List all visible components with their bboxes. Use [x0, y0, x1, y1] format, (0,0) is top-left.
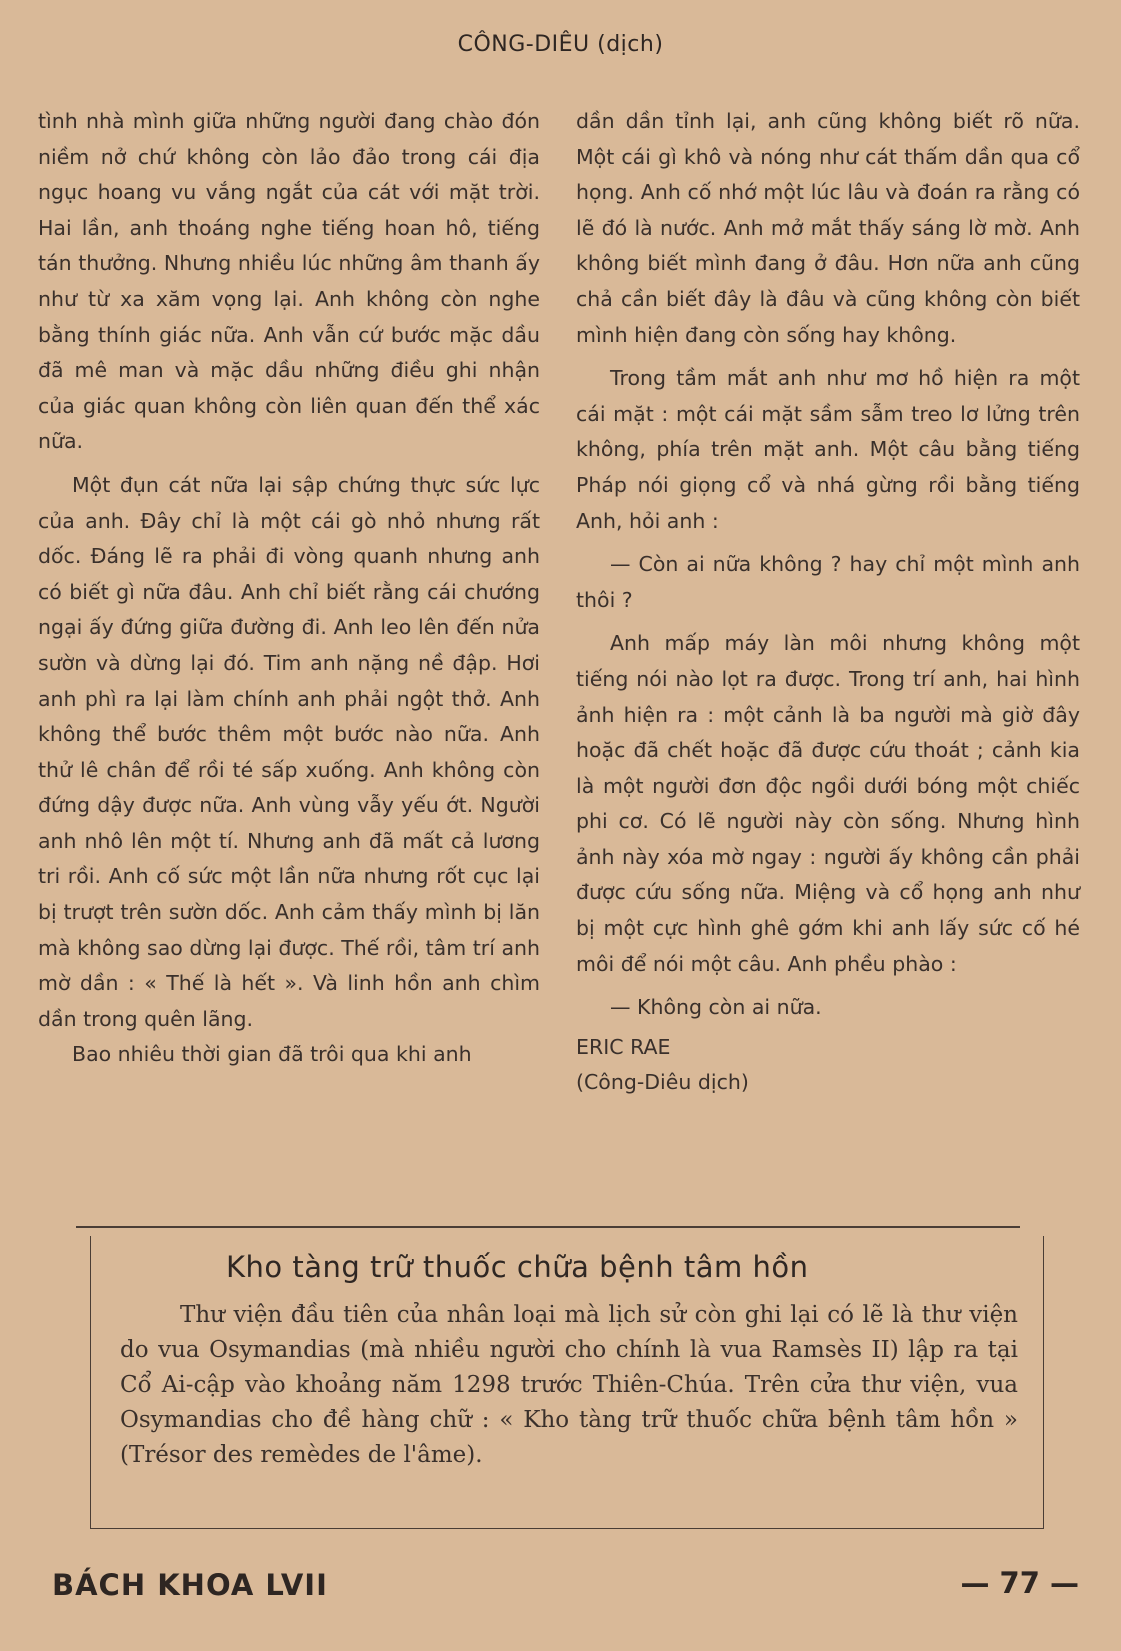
- boxed-note-paragraph: Thư viện đầu tiên của nhân loại mà lịch sử còn ghi lại có lẽ là thư viện do vua Osymandias (mà nhiều người cho chính là vua Ramsès II) lập ra tại Cổ Ai-cập vào khoảng năm 1298 trước Thiên-Chúa. Trên cửa thư viện, vua Osymandias cho đề hàng chữ : « Kho tàng trữ thuốc chữa bệnh tâm hồn » (Trésor des remèdes de l'âme).: [120, 1302, 1018, 1468]
- running-title: CÔNG-DIÊU (dịch): [457, 32, 664, 57]
- right-dialogue-1: — Còn ai nữa không ? hay chỉ một mình anh thôi ?: [576, 552, 1080, 612]
- left-paragraph-1: tình nhà mình giữa những người đang chào đón niềm nở chứ không còn lảo đảo trong cái địa ngục hoang vu vắng ngắt của cát với mặt trời. Hai lần, anh thoáng nghe tiếng hoan hô, tiếng tán thưởng. Nhưng nhiều lúc những âm thanh ấy như từ xa xăm vọng lại. Anh không còn nghe bằng thính giác nữa. Anh vẫn cứ bước mặc dầu đã mê man và mặc dầu những điều ghi nhận của giác quan không còn liên quan đến thể xác nữa.: [38, 109, 540, 454]
- left-paragraph-2: Một đụn cát nữa lại sập chứng thực sức lực của anh. Đây chỉ là một cái gò nhỏ nhưng rất dốc. Đáng lẽ ra phải đi vòng quanh nhưng anh có biết gì nữa đâu. Anh chỉ biết rằng cái chướng ngại ấy đứng giữa đường đi. Anh leo lên đến nửa sườn và dừng lại đó. Tim anh nặng nề đập. Hơi anh phì ra lại làm chính anh phải ngột thở. Anh không thể bước thêm một bước nào nữa. Anh thử lê chân để rồi té sấp xuống. Anh không còn đứng dậy được nữa. Anh vùng vẫy yếu ớt. Người anh nhô lên một tí. Nhưng anh đã mất cả lương tri rồi. Anh cố sức một lần nữa nhưng rốt cục lại bị trượt trên sườn dốc. Anh cảm thấy mình bị lăn mà không sao dừng lại được. Thế rồi, tâm trí anh mờ dần : « Thế là hết ». Và linh hồn anh chìm dần trong quên lãng.: [38, 472, 540, 1031]
- box-bottom-rule: [90, 1528, 1044, 1529]
- boxed-note-body: [120, 1298, 1018, 1473]
- left-paragraph-3: Bao nhiêu thời gian đã trôi qua khi anh: [72, 1042, 472, 1067]
- box-top-rule: [76, 1226, 1020, 1228]
- right-paragraph-1: dần dần tỉnh lại, anh cũng không biết rõ nữa. Một cái gì khô và nóng như cát thấm dần qua cổ họng. Anh cố nhớ một lúc lâu và đoán ra rằng có lẽ đó là nước. Anh mở mắt thấy sáng lờ mờ. Anh không biết mình đang ở đâu. Hơn nữa anh cũng chả cần biết đây là đâu và cũng không còn biết mình hiện đang còn sống hay không.: [576, 109, 1080, 347]
- right-column: [576, 104, 1080, 1101]
- boxed-note-title: Kho tàng trữ thuốc chữa bệnh tâm hồn: [226, 1250, 809, 1284]
- right-dialogue-2: — Không còn ai nữa.: [610, 995, 822, 1020]
- right-paragraph-3: Anh mấp máy làn môi nhưng không một tiếng nói nào lọt ra được. Trong trí anh, hai hình ảnh hiện ra : một cảnh là ba người mà giờ đây hoặc đã chết hoặc đã được cứu thoát ; cảnh kia là một người đơn độc ngồi dưới bóng một chiếc phi cơ. Có lẽ người này còn sống. Nhưng hình ảnh này xóa mờ ngay : người ấy không cần phải được cứu sống nữa. Miệng và cổ họng anh như bị một cực hình ghê gớm khi anh lấy sức cố hé môi để nói một câu. Anh phều phào :: [576, 631, 1080, 976]
- translator-credit: (Công-Diêu dịch): [576, 1070, 749, 1095]
- page-number: — 77 —: [960, 1566, 1079, 1600]
- right-paragraph-2: Trong tầm mắt anh như mơ hồ hiện ra một cái mặt : một cái mặt sầm sẫm treo lơ lửng trên không, phía trên mặt anh. Một câu bằng tiếng Pháp nói giọng cổ và nhá gừng rồi bằng tiếng Anh, hỏi anh :: [576, 366, 1080, 533]
- author-name: ERIC RAE: [576, 1034, 671, 1059]
- left-column: [38, 104, 540, 1073]
- magazine-name: BÁCH KHOA LVII: [52, 1568, 328, 1602]
